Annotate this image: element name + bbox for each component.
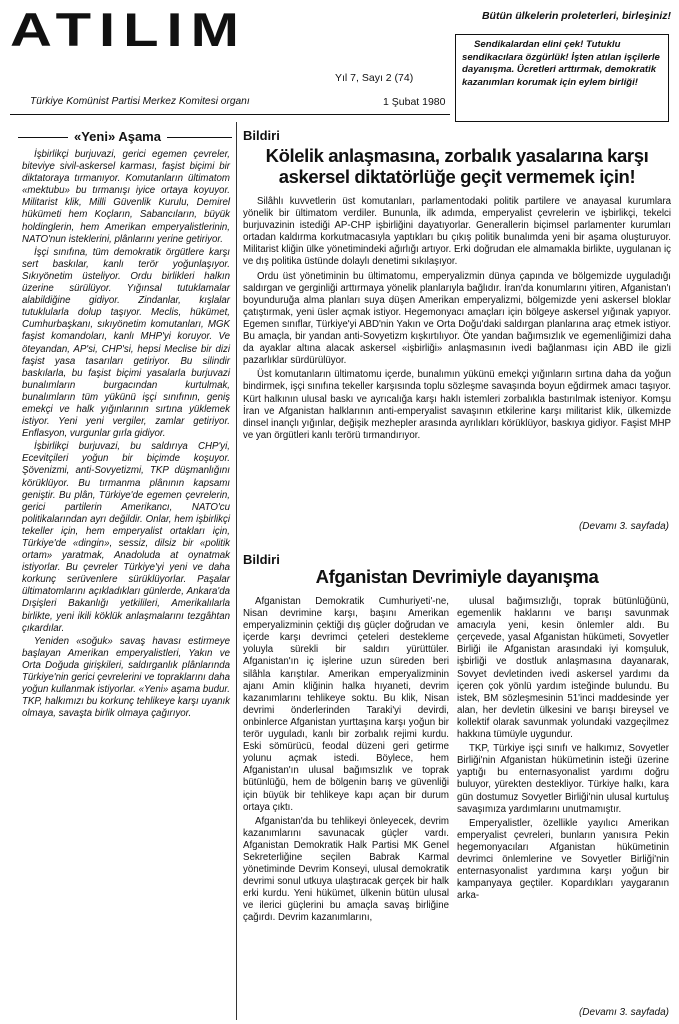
bildiri1-paragraph: Ordu üst yönetiminin bu ültimatomu, emperyalizmin dünya çapında ve bölgemizde uyguladığı saldırgan ve gerginliği arttırmaya yönelik planlarıyla bağlıdır. İran'da konumlarını yitiren, Afganistan'ı boyunduruğa alma planları suya düşen Amerikan emperyalizmi, bölgemizde yeni askersel bloklar çatıştırmak, yeni üsler açmak istiyor. Hegemonyacı amaçları için bölgeye askersel yığınak yapıyor. Egemen sınıflar, Türkiye'yi ABD'nin Yakın ve Orta Doğu'daki saldırgan planlarına araç etmek istiyor. Bu amaçla, bir yandan anti-Sovyetizm kışkırtılıyor. Öte yandan bağımsızlık ve egemenliğimizi daha da ayaklar altına alacak askersel «işbirliği» anlaşmasının ivedi bağlanması için ABD ile gizli pazarlıklar sürdürülüyor.: [243, 270, 671, 367]
bildiri2-label: Bildiri: [243, 552, 280, 567]
bildiri2-column-2: [457, 596, 669, 904]
workers-slogan: Bütün ülkelerin proleterleri, birleşiniz!: [481, 10, 671, 22]
left-paragraph: İşçi sınıfına, tüm demokratik örgütlere karşı sert baskılar, kanlı terör yoğunlaşıyor. Sıkıyönetim üsteliyor. Ordu birlikleri halkın üzerine sürülüyor. Yığınsal tutuklamalar alabildiğine gidiyor. Zindanlar, kışlalar tutuklularla dolup taşıyor. Meclis, hükümet, Cumhurbaşkanı, sıkıyönetim komutanları, MGK faşist komandoları, kanlı MHP'yi koruyor. Ve öteyandan, AP'si, CHP'si, hepsi Meclise bir dizi faşist yasa tasarıları getiriyor. Bu silindir baskılarla, bu faşist biçimi yasalarla burjuvazi bunalımların burgacından kurtulmak, bunalımların tüm yükünü işçi sınıfının, geniş emekçi ve halk yığınlarının sırtına yüklemek istiyor. Yeni yeni vergiler, zamlar getiriyor. Enflasyon, vurgunlar gırla gidiyor.: [22, 246, 230, 440]
left-paragraph: Yeniden «soğuk» savaş havası estirmeye başlayan Amerikan emperyalistleri, Yakın ve Orta Doğuda girişkileri, saldırganlık plânlarında Türkiye'nin gerici çevrelerini ve topraklarını daha yoğun kullanmak istiyorlar. «Yeni» aşama budur. TKP, halkımızı bu korkunç tehlikeye karşı uyanık olmaya, savaşta birlik olmaya çağırıyor.: [22, 635, 230, 720]
bildiri1-paragraph: Üst komutanların ültimatomu içerde, bunalımın yükünü emekçi yığınların sırtına daha da yoğun bindirmek, işçi sınıfına tekeller karşısında toplu sözleşme savaşında boyun eğdirmek amacı taşıyor. Kürt halkının ulusal baskı ve ayrıcalığa karşı haklı istemleri zorbalıkla bastırılmak isteniyor. Komşu İran ve Afganistan halklarının anti-emperyalist savaşının etkilerine karşı militarist klik, ülkemizde dinsel inançlı yığınlar, değişik mezhepler arasında ayrılıkları körüklüyor, baskıya gidiyor. Faşist MHP ve yan örgütleri kanlı terörü tırmandırıyor.: [243, 369, 671, 441]
left-article-body: [22, 149, 230, 721]
bildiri1-body: [243, 196, 671, 444]
left-article-title: «Yeni» Aşama: [68, 129, 167, 144]
newspaper-masthead: ATILIM: [10, 3, 247, 57]
bildiri1-paragraph: Silâhlı kuvvetlerin üst komutanları, parlamentodaki politik partilere ve anayasal kurumlara yönelik bir ültimatom verdiler. Bununla, ilk adımda, emperyalist çevrelerin ve işbirlikçi, tekelci burjuvazinin istediği AP-CHP işbirliğini dayatıyorlar. Generallerin biçimsel parlamenter kurumları ortadan kaldırma korkutmacasıyla yaptıkları bu çıkış politik bunalımda yeni bir aşama oluşturuyor. Militarist kliğin ülke yönetimindeki ağırlığı artıyor. Erki doğrudan ele almamakla birlikte, uygulanan iç ve dış politika üstünde dolaylı denetimi sıkılaşıyor.: [243, 196, 671, 268]
bildiri2-paragraph: Afganistan'da bu tehlikeyi önleyecek, devrim kazanımlarını savunacak güçler vardı. Afganistan Demokratik Halk Partisi MK Genel Sekreterliğine seçilen Babrak Karmal yönetiminde Devrim Konseyi, ulusal demokratik devrimi sonul utkuya ulaştıracak gerçek bir halk erki kurdu. Yeni hükümet, ülkenin bütün ulusal ve ilerici güçlerini bu amaçla savaş birliğine çağırdı. Devrim kazanımlarını,: [243, 815, 449, 924]
bildiri2-continued: (Devamı 3. sayfada): [578, 1007, 669, 1018]
bildiri2-paragraph: Afganistan Demokratik Cumhuriyeti'-ne, Nisan devrimine karşı, başını Amerikan emperyalizminin çektiği dış güçler doğrudan ve içerde karşı devrimci çeteleri destekleme yoluyla sürekli bir saldırı yürüttüler. Afganistan'ın iç işlerine uzun süreden beri silâhla karıştılar. Amerikan emperyalizminin ajanı Amin kliğinin halka hıyaneti, devrim kazanımlarını tehlikeye soktu. Bu klik, Nisan devrimi önderlerinden Taraki'yi devirdi, onbinlerce Afganistan yurttaşına karşı yoğun bir terör uyguladı, kanlı bir zorbalık rejimi kurdu. Eski sömürücü, feodal düzeni geri getirme yolunu açmak istedi. Böylece, hem Afganistan'ın ulusal bağımsızlık ve toprak bütünlüğü, hem de bölgenin barış ve güvenliği için büyük bir tehlikeye kapı açan bir durum ortaya çıktı.: [243, 596, 449, 813]
header-rule: [10, 114, 450, 115]
issue-date: 1 Şubat 1980: [383, 96, 446, 108]
column-divider: [236, 122, 237, 1020]
bildiri1-continued: (Devamı 3. sayfada): [578, 521, 669, 532]
slogan-box: Sendikalardan elini çek! Tutuklu sendikacılara özgürlük! İşten atılan işçilerle dayanışma. Ücretleri arttırmak, demokratik kazanımları korumak için eylem birliği!: [455, 34, 669, 122]
bildiri2-column-1: [243, 596, 449, 927]
bildiri1-label: Bildiri: [243, 128, 280, 143]
bildiri2-paragraph: ulusal bağımsızlığı, toprak bütünlüğünü, egemenlik haklarını ve barışı savunmak amacıyla yeni, kesin önlemler aldı. Bu çerçevede, yasal Afganistan hükümeti, Sovyetler Birliği ile Afganistan arasındaki iyi komşuluk, işbirliği ve dostluk anlaşmasına dayanarak, Sovyet devletinden ivedi askersel yardımı da içeren çok yönlü yardım isteğinde bulundu. Bu istek, BM sözleşmesinin 51'inci maddesinde yer alan, her devletin ülkesini ve barışı bireysel ve kollektif olarak savunmak yolundaki vazgeçilmez hakkına tümüyle uygundur.: [457, 596, 669, 741]
bildiri2-paragraph: Emperyalistler, özellikle yayılıcı Amerikan emperyalist çevreleri, bunların yanısıra Pekin hegemonyacıları Afganistan hükümetinin devrimci önlemlerine ve Sovyetler Birliği'nin enternasyonalist yardımına karşı yoğun bir kampanyaya geçtiler. Kopardıkları yaygaranın arka-: [457, 817, 669, 902]
left-paragraph: İşbirlikçi burjuvazi, gerici egemen çevreler, biteviye sivil-askersel karması, faşist biçimi bir diktatoraya tırmanıyor. Komutanların ültimatom «mektubu» bu tırmanışı iyice ortaya koyuyor. Militarist klik, Milli Güvenlik Kurulu, Demirel hükümeti hem Koçların, Sabancıların, büyük holdinglerin, hem Amerikan emperyalistlerinin, NATO'nun isteklerini, plânlarını yerine getiriyor.: [22, 149, 230, 245]
bildiri2-paragraph: TKP, Türkiye işçi sınıfı ve halkımız, Sovyetler Birliği'nin Afganistan hükümetinin isteği üzerine yaptığı bu enternasyonalist yardımı doğru buluyor, yürekten destekliyor. Türkiye halkı, kara gün dostumuz Sovyetler Birliği'nin ulusal kurtuluş savaşımıza yardımlarını unutmamıştır.: [457, 743, 669, 815]
left-paragraph: İşbirlikçi burjuvazi, bu saldırıya CHP'yi, Ecevitçileri yoğun bir biçimde koşuyor. Şövenizmi, anti-Sovyetizmi, TKP düşmanlığını körüklüyor. Bu tırmanma plânının kapsamı geniştir. Bu plân, Türkiye'de egemen çevrelerin, gerici partilerin Amerikancı, NATO'cu politikalarından ayrı değildir. Onlar, hem işbirlikçi tekeller için, hem emperyalist ortakları için, Türkiye'de «dingin», sessiz, dilsiz bir «politik ortam» yaratmak, Anadoluda at oynatmak istiyorlar. Bu çevreler Türkiye'yi yeni ve daha korkunç serüvenlere sürüklüyorlar. Paşalar ültimatomlarını açıkladıkları günlerde, Ankara'da Dışişleri Bakanlığı yetkilileri, Amerikalılarla birlikte, yeni ikili köklük anlaşmalarını tezgâhtan çıkardılar.: [22, 441, 230, 634]
issue-number: Yıl 7, Sayı 2 (74): [335, 72, 414, 84]
organ-line: Türkiye Komünist Partisi Merkez Komitesi organı: [30, 96, 250, 107]
bildiri2-headline: Afganistan Devrimiyle dayanışma: [315, 566, 599, 587]
bildiri1-headline: Kölelik anlaşmasına, zorbalık yasalarına karşı askersel diktatörlüğe geçit vermemek için!: [265, 145, 649, 187]
